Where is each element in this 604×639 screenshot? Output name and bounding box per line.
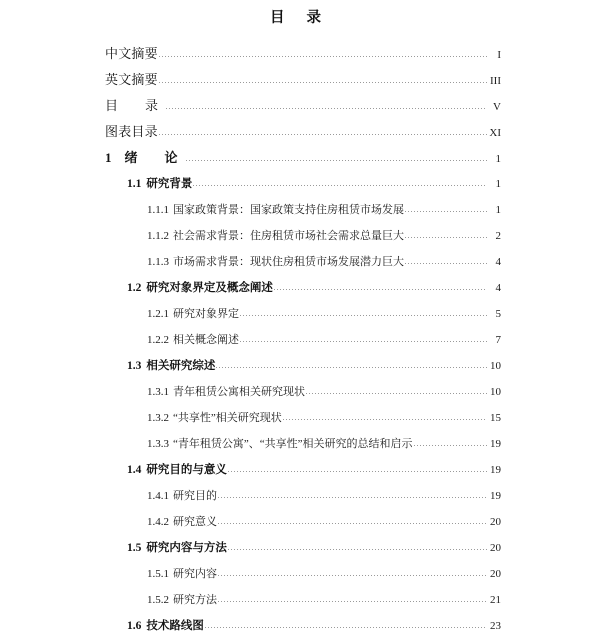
toc-dot-leader (405, 252, 487, 265)
toc-entry-text: 研究内容 (173, 568, 217, 580)
toc-entry[interactable] (0, 509, 604, 535)
toc-page-number: XI (489, 127, 501, 139)
toc-entry-number: 1.6 (127, 620, 142, 632)
toc-page-number: 19 (490, 464, 501, 476)
toc-entry-number: 1.5.2 (147, 594, 169, 606)
toc-entry-label (147, 249, 404, 275)
toc-dot-leader (405, 200, 487, 213)
toc-entry[interactable] (0, 171, 604, 197)
toc-entry[interactable] (0, 613, 604, 639)
toc-entry[interactable] (0, 431, 604, 457)
toc-dot-leader (218, 564, 487, 577)
toc-entry-text: 研究内容与方法 (146, 542, 227, 554)
toc-entry-number: 1.3 (127, 360, 142, 372)
toc-entry-text: 中文摘要 (105, 46, 158, 61)
toc-entry-label (127, 613, 204, 639)
toc-entry-label (147, 431, 413, 457)
toc-entry-label (105, 67, 158, 93)
toc-page-number: 1 (495, 153, 501, 165)
toc-dot-leader (414, 434, 487, 447)
toc-entry-text: 国家政策背景：国家政策支持住房租赁市场发展 (173, 204, 404, 216)
toc-entry-text: 研究对象界定 (173, 308, 239, 320)
toc-page-number: 19 (490, 438, 501, 450)
toc-entry-text: 青年租赁公寓相关研究现状 (173, 386, 305, 398)
toc-dot-leader (218, 486, 487, 499)
page-title-text: 目 录 (269, 10, 331, 26)
toc-dot-leader (218, 512, 487, 525)
toc-entry-text: 研究意义 (173, 516, 217, 528)
toc-entry-label (127, 353, 215, 379)
toc-dot-leader (159, 123, 487, 136)
toc-entry-number: 1 (105, 150, 112, 165)
toc-entry[interactable] (0, 353, 604, 379)
toc-page-number: 20 (490, 568, 501, 580)
toc-entry-text: 相关研究综述 (146, 360, 216, 372)
toc-page-number: 2 (495, 230, 501, 242)
toc-entry-label (105, 41, 158, 67)
toc-entry-text: 绪 论 (124, 150, 185, 165)
toc-entry-number: 1.1.3 (147, 256, 169, 268)
toc-entry[interactable] (0, 275, 604, 301)
toc-entry-label (105, 119, 158, 145)
toc-entry-label (105, 93, 165, 119)
toc-page-number: V (493, 101, 501, 113)
toc-entry-text: 社会需求背景：住房租赁市场社会需求总量巨大 (173, 230, 404, 242)
toc-entry-number: 1.3.1 (147, 386, 169, 398)
toc-page-number: 19 (490, 490, 501, 502)
toc-entry[interactable] (0, 145, 604, 171)
toc-entry-text: 图表目录 (105, 124, 158, 139)
toc-entry-number: 1.1 (127, 178, 142, 190)
toc-entry-text: “共享性”相关研究现状 (173, 412, 282, 424)
toc-entry-label (147, 483, 217, 509)
toc-entry-number: 1.4 (127, 464, 142, 476)
toc-entry-number: 1.1.2 (147, 230, 169, 242)
toc-entry[interactable] (0, 379, 604, 405)
toc-entry-label (147, 301, 239, 327)
toc-entry[interactable] (0, 249, 604, 275)
toc-dot-leader (218, 590, 487, 603)
toc-entry[interactable] (0, 561, 604, 587)
toc-entry[interactable] (0, 67, 604, 93)
toc-dot-leader (240, 304, 487, 317)
toc-entry-number: 1.5 (127, 542, 142, 554)
toc-dot-leader (228, 460, 487, 473)
toc-page-number: 20 (490, 516, 501, 528)
toc-page-number: III (490, 75, 501, 87)
toc-entry-number: 1.3.2 (147, 412, 169, 424)
toc-entry-text: 目 录 (105, 98, 166, 113)
toc-entry-text: 研究目的 (173, 490, 217, 502)
toc-entry[interactable] (0, 327, 604, 353)
toc-entry-label (147, 197, 404, 223)
toc-page-number: 1 (495, 178, 501, 190)
toc-page-number: 7 (495, 334, 501, 346)
toc-entry-number: 1.2 (127, 282, 142, 294)
toc-dot-leader (159, 45, 487, 58)
toc-page-number: 4 (495, 256, 501, 268)
toc-dot-leader (306, 382, 487, 395)
toc-entry-label (105, 145, 185, 171)
toc-entry-number: 1.1.1 (147, 204, 169, 216)
toc-page-number: 5 (495, 308, 501, 320)
toc-entry-number: 1.3.3 (147, 438, 169, 450)
toc-dot-leader (283, 408, 487, 421)
toc-dot-leader (228, 538, 487, 551)
toc-entry[interactable] (0, 197, 604, 223)
toc-entry[interactable] (0, 587, 604, 613)
toc-entry-label (147, 223, 404, 249)
toc-entry-text: 研究对象界定及概念阐述 (146, 282, 273, 294)
toc-dot-leader (186, 149, 487, 162)
toc-page-number: 21 (490, 594, 501, 606)
toc-page-number: 23 (490, 620, 501, 632)
toc-page-number: 10 (490, 386, 501, 398)
toc-dot-leader (216, 356, 487, 369)
toc-dot-leader (205, 616, 487, 629)
toc-dot-leader (159, 71, 487, 84)
toc-page-number: 10 (490, 360, 501, 372)
toc-entry-text: 研究方法 (173, 594, 217, 606)
toc-entry-label (147, 509, 217, 535)
toc-entry-label (127, 535, 227, 561)
toc-entry[interactable] (0, 41, 604, 67)
toc-entry-label (127, 457, 227, 483)
toc-entry-label (127, 171, 192, 197)
toc-page-number: 4 (495, 282, 501, 294)
toc-entry-label (147, 561, 217, 587)
toc-entry-number: 1.4.2 (147, 516, 169, 528)
toc-list (0, 28, 604, 639)
toc-entry-number: 1.4.1 (147, 490, 169, 502)
toc-page-number: 1 (495, 204, 501, 216)
toc-entry[interactable] (0, 93, 604, 119)
toc-dot-leader (405, 226, 487, 239)
toc-dot-leader (166, 97, 487, 110)
toc-entry[interactable] (0, 301, 604, 327)
toc-entry-text: “青年租赁公寓”、“共享性”相关研究的总结和启示 (173, 438, 413, 450)
toc-entry-number: 1.5.1 (147, 568, 169, 580)
toc-dot-leader (193, 174, 487, 187)
toc-dot-leader (240, 330, 487, 343)
page-title (0, 0, 604, 28)
toc-entry-label (147, 587, 217, 613)
toc-entry-text: 相关概念阐述 (173, 334, 239, 346)
toc-entry[interactable] (0, 457, 604, 483)
toc-entry-label (147, 379, 305, 405)
toc-entry-label (147, 405, 282, 431)
toc-entry-text: 技术路线图 (146, 620, 204, 632)
toc-page-number: 15 (490, 412, 501, 424)
toc-entry-label (127, 275, 273, 301)
toc-page-number: 20 (490, 542, 501, 554)
toc-dot-leader (274, 278, 487, 291)
toc-entry[interactable] (0, 483, 604, 509)
toc-page-number: I (497, 49, 501, 61)
toc-entry-text: 研究背景 (146, 178, 193, 190)
toc-entry-number: 1.2.1 (147, 308, 169, 320)
toc-entry-text: 英文摘要 (105, 72, 158, 87)
toc-entry-number: 1.2.2 (147, 334, 169, 346)
toc-entry[interactable] (0, 119, 604, 145)
toc-entry[interactable] (0, 535, 604, 561)
toc-entry[interactable] (0, 405, 604, 431)
toc-entry-text: 市场需求背景：现状住房租赁市场发展潜力巨大 (173, 256, 404, 268)
toc-entry[interactable] (0, 223, 604, 249)
toc-entry-label (147, 327, 239, 353)
toc-entry-text: 研究目的与意义 (146, 464, 227, 476)
